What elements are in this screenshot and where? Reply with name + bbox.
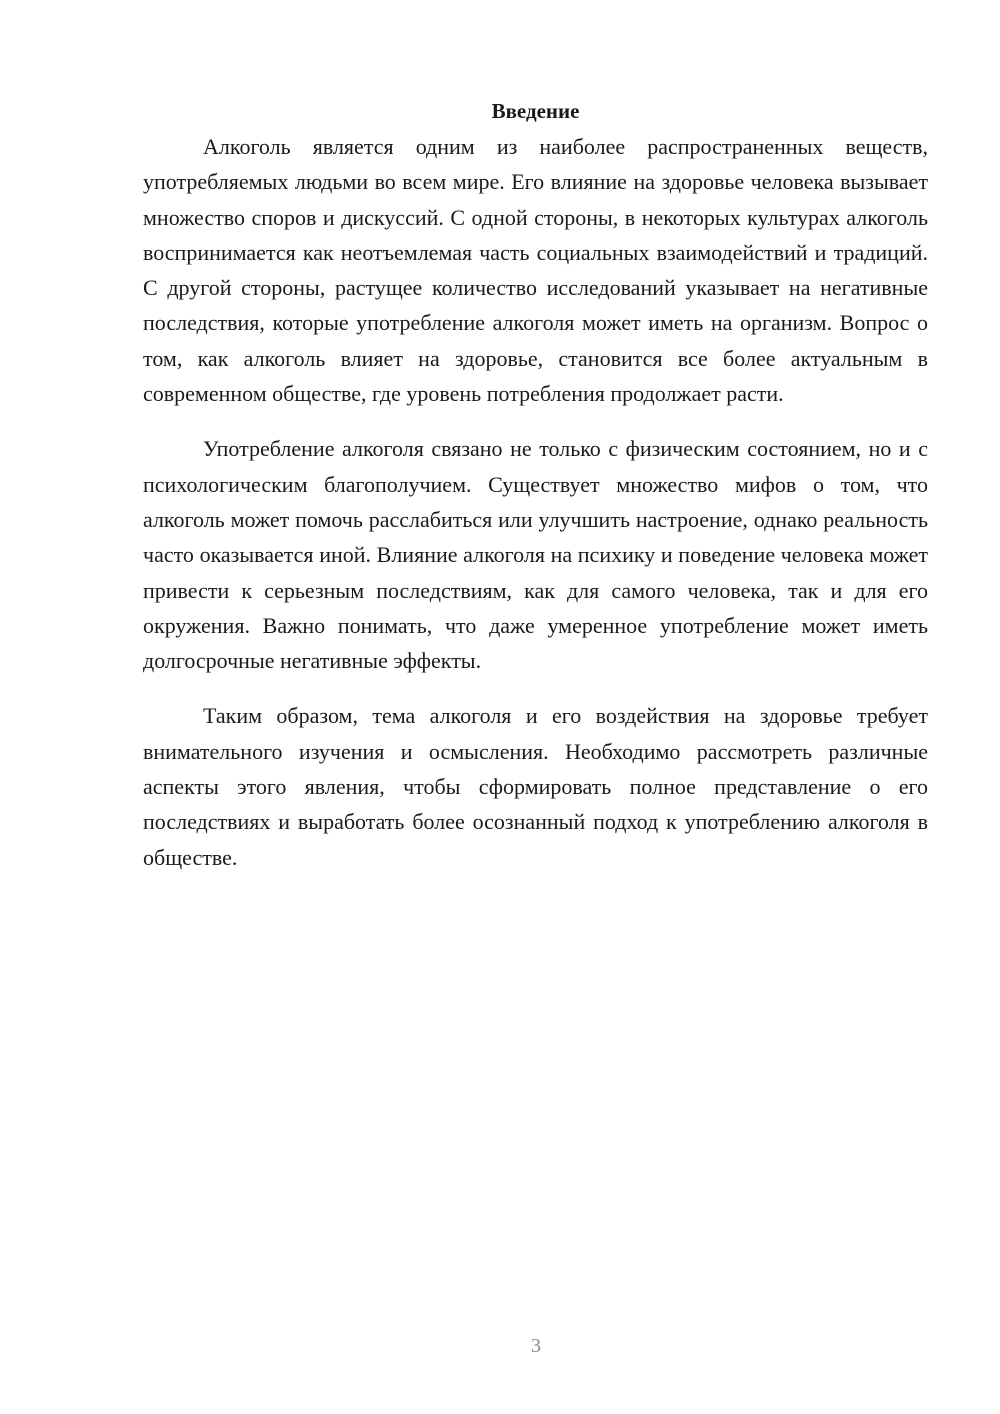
paragraph-1: Алкоголь является одним из наиболее распространенных веществ, употребляемых людьми во всем мире. Его влияние на здоровье человека вызывает множество споров и дискуссий. С одной стороны, в некоторых культурах алкоголь воспринимается как неотъемлемая часть социальных взаимодействий и традиций. С другой стороны, растущее количество исследований указывает на негативные последствия, которые употребление алкоголя может иметь на организм. Вопрос о том, как алкоголь влияет на здоровье, становится все более актуальным в современном обществе, где уровень потребления продолжает расти. — [143, 134, 928, 407]
section-heading: Введение — [491, 99, 580, 123]
paragraph-2: Употребление алкоголя связано не только с физическим состоянием, но и с психологическим благополучием. Существует множество мифов о том, что алкоголь может помочь расслабиться или улучшить настроение, однако реальность часто оказывается иной. Влияние алкоголя на психику и поведение человека может привести к серьезным последствиям, как для самого человека, так и для его окружения. Важно понимать, что даже умеренное употребление может иметь долгосрочные негативные эффекты. — [143, 436, 928, 674]
page-number: 3 — [531, 1335, 541, 1357]
page-content — [143, 94, 928, 895]
paragraph-3: Таким образом, тема алкоголя и его воздействия на здоровье требует внимательного изучения и осмысления. Необходимо рассмотреть различные аспекты этого явления, чтобы сформировать полное представление о его последствиях и выработать более осознанный подход к употреблению алкоголя в обществе. — [143, 703, 928, 870]
